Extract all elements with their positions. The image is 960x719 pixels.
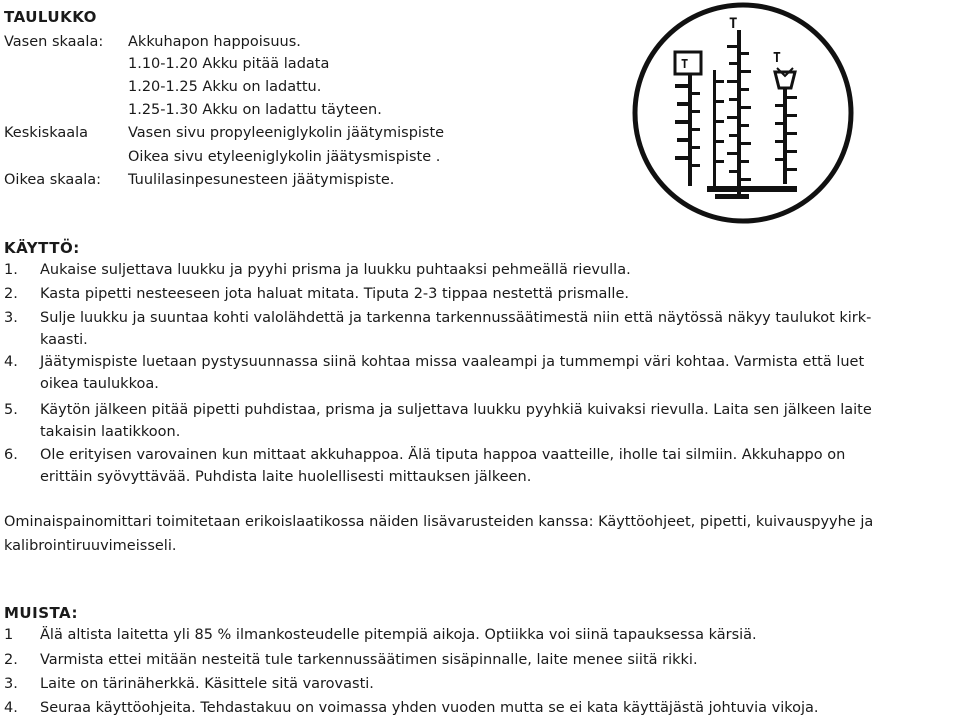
kaytto-item-number: 4. bbox=[4, 354, 18, 370]
taulukko-row bbox=[0, 57, 600, 75]
kaytto-item-text: Kasta pipetti nesteeseen jota haluat mitata. Tiputa 2-3 tippaa nestettä prismalle. bbox=[40, 286, 629, 302]
accessories-note-line1: Ominaispainomittari toimitetaan erikoislaatikossa näiden lisävarusteiden kanssa: Käyttöohjeet, pipetti, kuivauspyyhe ja bbox=[4, 514, 874, 530]
left-scale-bar bbox=[688, 74, 692, 186]
taulukko-row-value: Vasen sivu propyleeniglykolin jäätymispiste bbox=[128, 125, 445, 141]
left-box-label: T bbox=[681, 57, 689, 71]
kaytto-item bbox=[4, 403, 954, 445]
muista-item bbox=[4, 677, 954, 695]
taulukko-row bbox=[0, 150, 600, 168]
muista-item-number: 2. bbox=[4, 652, 18, 668]
taulukko-row bbox=[0, 126, 600, 144]
muista-heading: MUISTA: bbox=[4, 604, 78, 622]
taulukko-heading: TAULUKKO bbox=[4, 8, 97, 26]
taulukko-row-value: 1.20-1.25 Akku on ladattu. bbox=[128, 79, 322, 95]
kaytto-item-number: 3. bbox=[4, 310, 18, 326]
kaytto-item-number: 6. bbox=[4, 447, 18, 463]
muista-item-number: 3. bbox=[4, 676, 18, 692]
kaytto-item bbox=[4, 448, 954, 490]
taulukko-row-value: 1.25-1.30 Akku on ladattu täyteen. bbox=[128, 102, 382, 118]
muista-item bbox=[4, 628, 954, 646]
kaytto-item-text: Sulje luukku ja suuntaa kohti valolähdettä ja tarkenna tarkennussäätimestä niin että näytössä näkyy taulukot kirk- bbox=[40, 310, 872, 326]
muista-item-number: 4. bbox=[4, 700, 18, 716]
taulukko-row-value: 1.10-1.20 Akku pitää ladata bbox=[128, 56, 330, 72]
muista-item-number: 1 bbox=[4, 627, 14, 643]
taulukko-row-label: Oikea skaala: bbox=[4, 172, 102, 188]
kaytto-item bbox=[4, 263, 954, 281]
scale-base bbox=[707, 186, 797, 192]
taulukko-row bbox=[0, 35, 600, 53]
mid-scale-ticks bbox=[716, 80, 724, 163]
kaytto-item-text: Jäätymispiste luetaan pystysuunnassa siinä kohtaa missa vaaleampi ja tummempi väri kohtaa. Varmista että luet bbox=[40, 354, 865, 370]
kaytto-item-number: 5. bbox=[4, 402, 18, 418]
kaytto-item-text: Ole erityisen varovainen kun mittaat akkuhappoa. Älä tiputa happoa vaatteille, iholle tai silmiin. Akkuhappo on bbox=[40, 447, 846, 463]
kaytto-item-text-continued: erittäin syövyttävää. Puhdista laite huolellisesti mittauksen jälkeen. bbox=[40, 469, 532, 485]
right-top-label: T bbox=[773, 51, 781, 66]
right-scale-bar bbox=[783, 88, 787, 184]
muista-item bbox=[4, 701, 954, 719]
taulukko-row-value: Oikea sivu etyleeniglykolin jäätysmispiste . bbox=[128, 149, 441, 165]
mid-scale-bar bbox=[713, 70, 716, 188]
kaytto-item-text-continued: takaisin laatikkoon. bbox=[40, 424, 181, 440]
kaytto-item-text-continued: oikea taulukkoa. bbox=[40, 376, 159, 392]
left-scale-ticks bbox=[675, 84, 700, 167]
taulukko-row-value: Akkuhapon happoisuus. bbox=[128, 34, 301, 50]
taulukko-row-value: Tuulilasinpesunesteen jäätymispiste. bbox=[128, 172, 395, 188]
taulukko-row bbox=[0, 173, 600, 191]
kaytto-item-text-continued: kaasti. bbox=[40, 332, 88, 348]
top-marker-label: T bbox=[729, 16, 738, 32]
kaytto-item bbox=[4, 287, 954, 305]
kaytto-item-text: Aukaise suljettava luukku ja pyyhi prisma ja luukku puhtaaksi pehmeällä rievulla. bbox=[40, 262, 631, 278]
muista-item-text: Seuraa käyttöohjeita. Tehdastakuu on voimassa yhden vuoden mutta se ei kata käyttäjästä johtuvia vikoja. bbox=[40, 700, 819, 716]
muista-item-text: Älä altista laitetta yli 85 % ilmankosteudelle pitempiä aikoja. Optiikka voi siinä tapauksessa kärsiä. bbox=[40, 627, 757, 643]
kaytto-item bbox=[4, 355, 954, 397]
taulukko-row-label: Vasen skaala: bbox=[4, 34, 104, 50]
accessories-note-line2: kalibrointiruuvimeisseli. bbox=[4, 538, 177, 554]
taulukko-row-label: Keskiskaala bbox=[4, 125, 89, 141]
scale-base-lower bbox=[715, 194, 749, 199]
kaytto-heading: KÄYTTÖ: bbox=[4, 239, 80, 257]
muista-item bbox=[4, 653, 954, 671]
right-scale-cup bbox=[775, 72, 795, 88]
kaytto-item-text: Käytön jälkeen pitää pipetti puhdistaa, prisma ja suljettava luukku pyyhkiä kuivaksi rievulla. Laita sen jälkeen laite bbox=[40, 402, 872, 418]
center-scale-bar bbox=[737, 30, 741, 195]
refractometer-scale-icon bbox=[615, 0, 865, 235]
taulukko-row bbox=[0, 80, 600, 98]
taulukko-row bbox=[0, 103, 600, 121]
kaytto-item-number: 2. bbox=[4, 286, 18, 302]
kaytto-item-number: 1. bbox=[4, 262, 18, 278]
muista-item-text: Laite on tärinäherkkä. Käsittele sitä varovasti. bbox=[40, 676, 374, 692]
muista-item-text: Varmista ettei mitään nesteitä tule tarkennussäätimen sisäpinnalle, laite menee siitä rikki. bbox=[40, 652, 698, 668]
kaytto-item bbox=[4, 311, 954, 353]
